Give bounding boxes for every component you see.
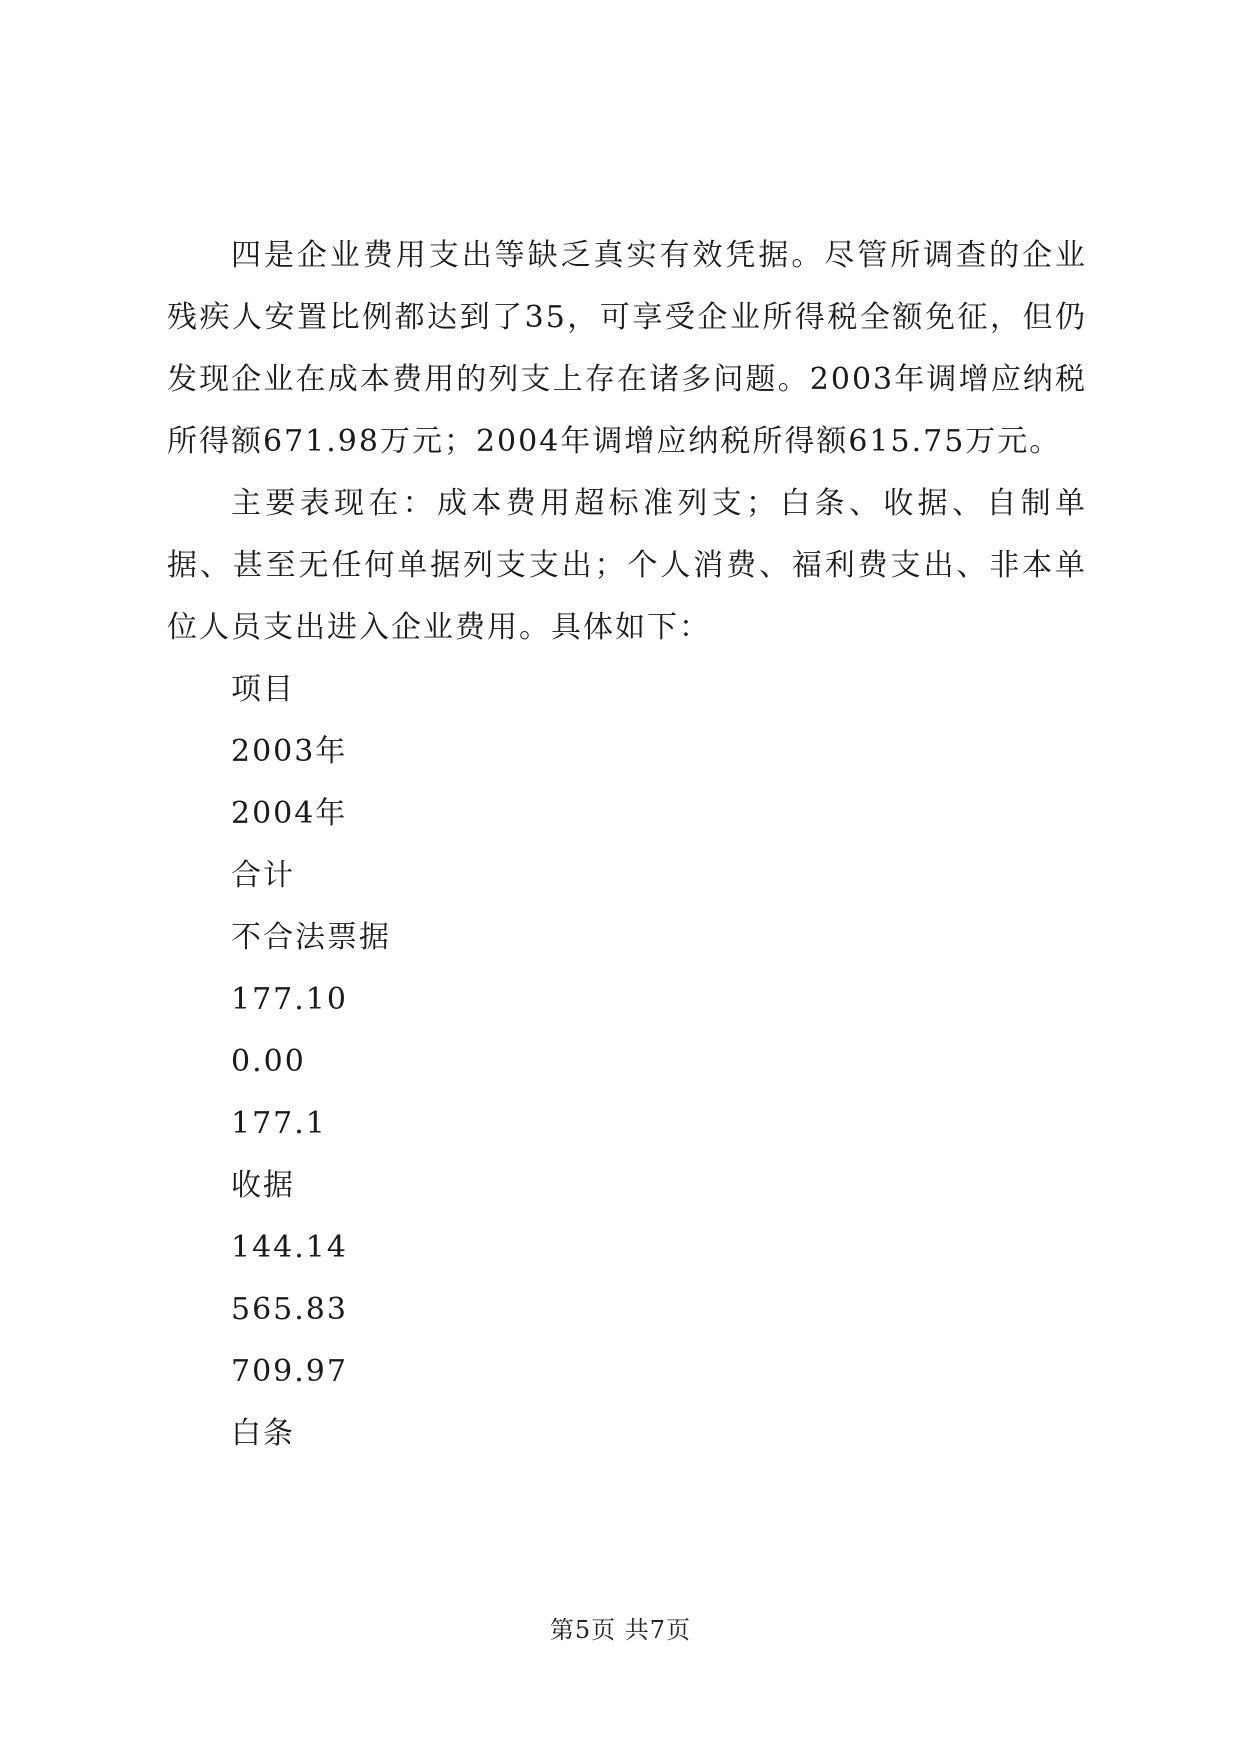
- expense-table-list: [167, 659, 1087, 1465]
- table-cell-illegal-total: 177.1: [231, 1106, 327, 1141]
- table-header-year-2004: 2004年: [231, 796, 348, 831]
- table-cell-illegal-2003: 177.10: [231, 982, 348, 1017]
- table-header-total: 合计: [231, 858, 295, 893]
- table-cell-receipts-2003: 144.14: [231, 1230, 348, 1265]
- table-cell-receipts-total: 709.97: [231, 1354, 348, 1389]
- table-header-year-2003: 2003年: [231, 734, 348, 769]
- table-row-label-receipts: 收据: [231, 1168, 295, 1203]
- page-footer: 第5页 共7页: [549, 1616, 692, 1644]
- paragraph-main-issues: 主要表现在：成本费用超标准列支；白条、收据、自制单据、甚至无任何单据列支支出；个人消费、福利费支出、非本单位人员支出进入企业费用。具体如下：: [167, 486, 1087, 645]
- paragraph-expense-evidence: 四是企业费用支出等缺乏真实有效凭据。尽管所调查的企业残疾人安置比例都达到了35，可享受企业所得税全额免征，但仍发现企业在成本费用的列支上存在诸多问题。2003年调增应纳税所得额671.98万元；2004年调增应纳税所得额615.75万元。: [167, 238, 1087, 459]
- table-row-label-iou-slips: 白条: [231, 1416, 295, 1451]
- document-body: [167, 225, 1087, 1465]
- table-row-label-illegal-receipts: 不合法票据: [231, 920, 391, 955]
- table-header-item: 项目: [231, 672, 295, 707]
- table-cell-illegal-2004: 0.00: [231, 1044, 306, 1079]
- table-cell-receipts-2004: 565.83: [231, 1292, 348, 1327]
